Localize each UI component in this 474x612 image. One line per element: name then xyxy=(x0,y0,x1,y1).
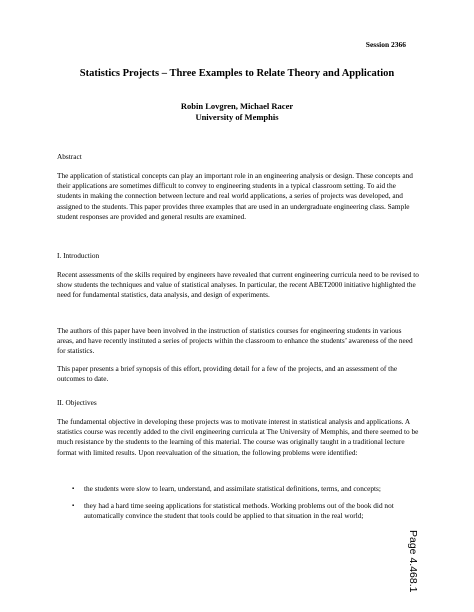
bullet-icon: ▪ xyxy=(72,486,75,492)
list-item-text: the students were slow to learn, understand, and assimilate statistical definitions, terms, and concepts; xyxy=(84,484,381,493)
author-block xyxy=(60,101,414,123)
introduction-paragraph-3: This paper presents a brief synopsis of this effort, providing detail for a few of the projects, and an assessment of the outcomes to date. xyxy=(57,364,398,384)
introduction-paragraph-1: Recent assessments of the skills required by engineers have revealed that current engineering curricula need to be revised to show students the techniques and value of statistical analyses. In particular, the recent ABET2000 initiative highlighted the need for fundamental statistics, data analysis, and design of experiments. xyxy=(57,270,419,300)
list-item xyxy=(72,484,422,494)
list-item-text: they had a hard time seeing applications for statistical methods. Working problems out of the book did not automatically convince the student that tools could be applied to that situation in the real world; xyxy=(84,501,394,521)
author-names: Robin Lovgren, Michael Racer xyxy=(180,101,294,111)
paper-title: Statistics Projects – Three Examples to Relate Theory and Application xyxy=(79,68,395,79)
introduction-paragraph-2: The authors of this paper have been involved in the instruction of statistics courses for engineering students in various areas, and have recently instituted a series of projects within the classroom to enhance the students’ awareness of the need for statistics. xyxy=(57,326,413,356)
author-affiliation: University of Memphis xyxy=(195,112,279,122)
list-item xyxy=(72,501,422,521)
abstract-paragraph: The application of statistical concepts can play an important role in an engineering analysis or design. These concepts and their applications are sometimes difficult to convey to engineering students in a typical classroom setting. To aid the students in making the connection between lecture and real world applications, a series of projects was developed, and assigned to the students. This paper provides three examples that are used in an undergraduate engineering class. Sample student responses are provided and general results are examined. xyxy=(57,171,413,221)
session-label: Session 2366 xyxy=(365,40,406,49)
objectives-heading: II. Objectives xyxy=(57,398,97,407)
objectives-paragraph: The fundamental objective in developing these projects was to motivate interest in statistical analysis and applications. A statistics course was recently added to the civil engineering curricula at The University of Memphis, and there seemed to be much resistance by the students to the learning of this material. The course was originally taught in a traditional lecture format with limited results. Upon reevaluation of the situation, the following problems were identified: xyxy=(57,417,419,457)
abstract-heading: Abstract xyxy=(57,152,82,161)
introduction-heading: I. Introduction xyxy=(57,251,100,260)
page-number: Page 4.468.1 xyxy=(407,530,419,593)
problem-list xyxy=(72,484,422,529)
bullet-icon: ▪ xyxy=(72,503,75,510)
